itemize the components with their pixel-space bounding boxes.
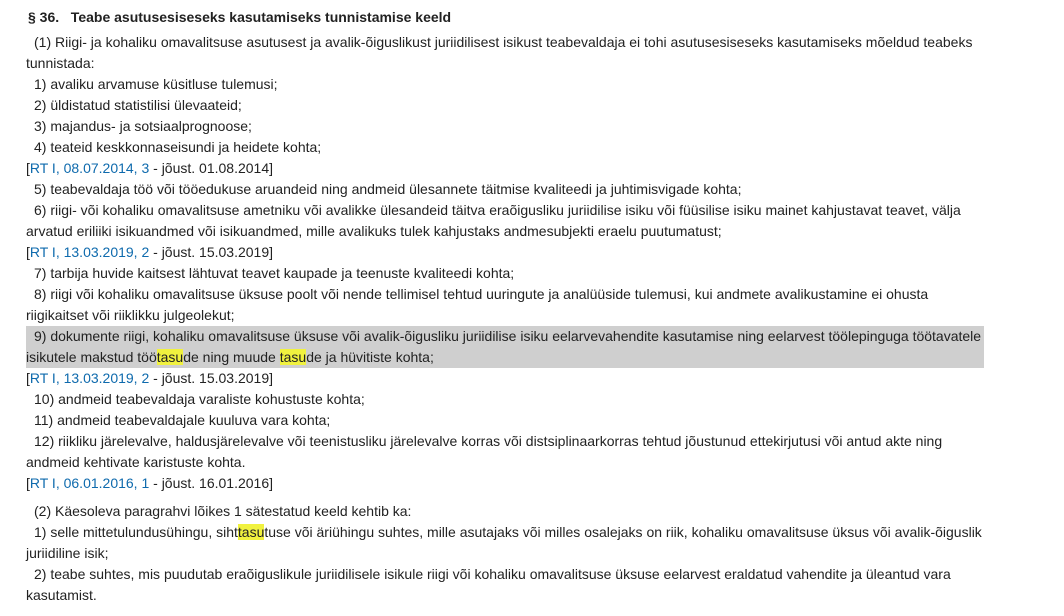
text-segment: de ja hüvitiste kohta; <box>306 349 434 365</box>
ref-bracket: [ <box>26 475 30 491</box>
search-match-highlight: tasu <box>237 524 265 540</box>
list-item-6: 6) riigi- või kohaliku omavalitsuse ametniku või avalikke ülesandeid täitva eraõigusliku juriidilise isiku või füüsilise isiku mainet kahjustavat teavet, välja <box>34 202 961 218</box>
list-item-3: 3) majandus- ja sotsiaalprognoose; <box>34 118 252 134</box>
amendment-reference <box>26 242 273 263</box>
p2-list-item-1-cont: juriidiline isik; <box>26 545 109 561</box>
search-match-highlight: tasu <box>156 349 184 365</box>
list-item-5: 5) teabevaldaja töö või tööedukuse aruandeid ning andmeid ülesannete täitmise kvaliteedi ja juhtimisvigade kohta; <box>34 181 742 197</box>
text-segment: de ning muude <box>183 349 280 365</box>
list-item-12-cont: andmeid kehtivate karistuste kohta. <box>26 454 246 470</box>
paragraph-1-intro-cont: tunnistada: <box>26 55 95 71</box>
list-item-7: 7) tarbija huvide kaitsest lähtuvat teavet kaupade ja teenuste kvaliteedi kohta; <box>34 265 515 281</box>
rt-link[interactable]: RT I, 13.03.2019, 2 <box>29 370 150 386</box>
amendment-reference <box>26 368 273 389</box>
ref-bracket: [ <box>26 160 30 176</box>
list-item-10: 10) andmeid teabevaldaja varaliste kohustuste kohta; <box>34 391 365 407</box>
list-item-1: 1) avaliku arvamuse küsitluse tulemusi; <box>34 76 278 92</box>
amendment-reference <box>26 473 273 494</box>
list-item-9-cont <box>26 347 434 368</box>
rt-link[interactable]: RT I, 13.03.2019, 2 <box>29 244 150 260</box>
list-item-8-cont: riigikaitset või riiklikku julgeolekut; <box>26 307 235 323</box>
list-item-11: 11) andmeid teabevaldajale kuuluva vara kohta; <box>34 412 331 428</box>
ref-effective-date: - jõust. 01.08.2014] <box>149 160 274 176</box>
text-segment: isikutele makstud töö <box>26 349 157 365</box>
ref-bracket: [ <box>26 370 30 386</box>
p2-list-item-2: 2) teabe suhtes, mis puudutab eraõiguslikule juriidilisele isikule riigi või kohaliku omavalitsuse üksuse eelarvest eraldatud vahendite ja üleantud vara <box>34 566 951 582</box>
text-segment: 1) selle mittetulundusühingu, siht <box>34 524 238 540</box>
section-title: § 36. Teabe asutusesiseseks kasutamiseks tunnistamise keeld <box>28 9 452 25</box>
p2-list-item-1 <box>34 522 982 543</box>
list-item-8: 8) riigi või kohaliku omavalitsuse üksuse poolt või nende tellimisel tehtud uuringute ja analüüside tulemusi, kui andmete avalikustamine ei ohusta <box>34 286 929 302</box>
list-item-4: 4) teateid keskkonnaseisundi ja heidete kohta; <box>34 139 322 155</box>
text-segment: tuse või äriühingu suhtes, mille asutajaks või milles osalejaks on riik, kohaliku omavalitsuse üksus või avalik-õiguslik <box>264 524 982 540</box>
p2-list-item-2-cont: kasutamist. <box>26 587 97 603</box>
list-item-12: 12) riikliku järelevalve, haldusjärelevalve või teenistusliku järelevalve korras või distsiplinaarkorras tehtud jõustunud ettekirjutusi või antud akte ning <box>34 433 943 449</box>
list-item-9: 9) dokumente riigi, kohaliku omavalitsuse üksuse või avalik-õigusliku juriidilise isiku eelarvevahendite kasutamise ning eelarvest töölepinguga töötavatele <box>34 328 982 344</box>
ref-effective-date: - jõust. 15.03.2019] <box>149 370 274 386</box>
paragraph-1-intro: (1) Riigi- ja kohaliku omavalitsuse asutusest ja avalik-õiguslikust juriidilisest isikust teabevaldaja ei tohi asutusesiseseks kasutamiseks mõeldud teabeks <box>34 34 973 50</box>
rt-link[interactable]: RT I, 06.01.2016, 1 <box>29 475 150 491</box>
list-item-6-cont: arvatud eriliiki isikuandmed või isikuandmed, mille avalikuks tulek kahjustaks andmesubjekti eraelu puutumatust; <box>26 223 722 239</box>
list-item-2: 2) üldistatud statistilisi ülevaateid; <box>34 97 242 113</box>
amendment-reference <box>26 158 273 179</box>
ref-bracket: [ <box>26 244 30 260</box>
ref-effective-date: - jõust. 16.01.2016] <box>149 475 274 491</box>
paragraph-2-intro: (2) Käesoleva paragrahvi lõikes 1 sätestatud keeld kehtib ka: <box>34 503 412 519</box>
search-match-highlight: tasu <box>279 349 307 365</box>
rt-link[interactable]: RT I, 08.07.2014, 3 <box>29 160 150 176</box>
ref-effective-date: - jõust. 15.03.2019] <box>149 244 274 260</box>
